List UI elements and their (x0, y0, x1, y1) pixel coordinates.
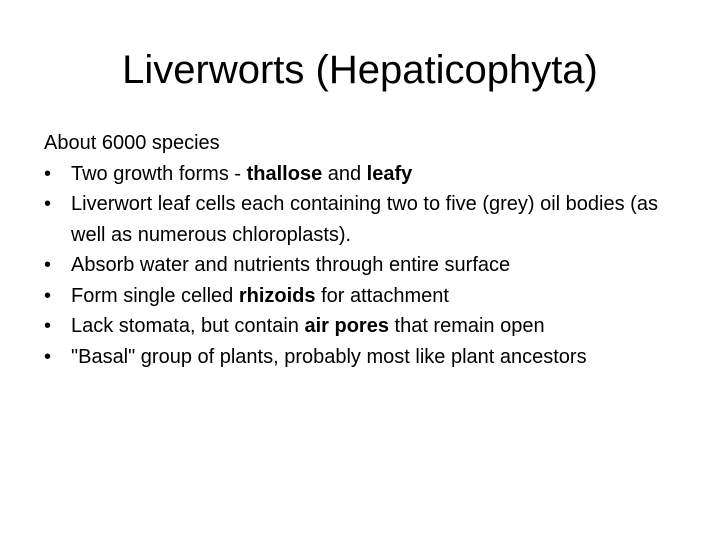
bullet-text: for attachment (315, 284, 449, 307)
bullet-marker: • (44, 254, 52, 276)
bullet-text: Absorb water and nutrients through entire surface (71, 254, 511, 276)
bullet-bold-thallose: thallose (246, 162, 323, 185)
bullet-item-basal (44, 342, 674, 373)
bullet-marker: • (44, 345, 52, 368)
bullet-item-rhizoids (44, 281, 674, 312)
bullet-bold-rhizoids: rhizoids (238, 284, 316, 307)
bullet-text: "Basal" group of plants, probably most like plant ancestors (71, 345, 587, 368)
bullet-text: that remain open (388, 315, 545, 337)
bullet-marker: • (44, 162, 52, 185)
bullet-item-absorb (44, 250, 674, 281)
bullet-item-growth-forms (44, 159, 674, 190)
bullet-item-oil-bodies (44, 189, 674, 250)
bullet-text: and (322, 162, 367, 185)
bullet-item-stomata (44, 311, 674, 342)
bullet-text: Lack stomata, but contain (71, 315, 305, 337)
bullet-list (44, 159, 674, 373)
bullet-bold-air-pores: air pores (304, 315, 389, 337)
bullet-bold-leafy: leafy (366, 162, 413, 185)
intro-text: About 6000 species (44, 132, 220, 154)
bullet-text: Two growth forms - (71, 162, 247, 185)
bullet-marker: • (44, 193, 52, 215)
bullet-text: Liverwort leaf cells each containing two to five (grey) oil bodies (as well as numerous chloroplasts). (71, 193, 658, 246)
bullet-marker: • (44, 315, 52, 337)
bullet-marker: • (44, 284, 52, 307)
slide-title: Liverworts (Hepaticophyta) (122, 48, 598, 92)
slide-body (44, 128, 674, 372)
bullet-text: Form single celled (71, 284, 239, 307)
